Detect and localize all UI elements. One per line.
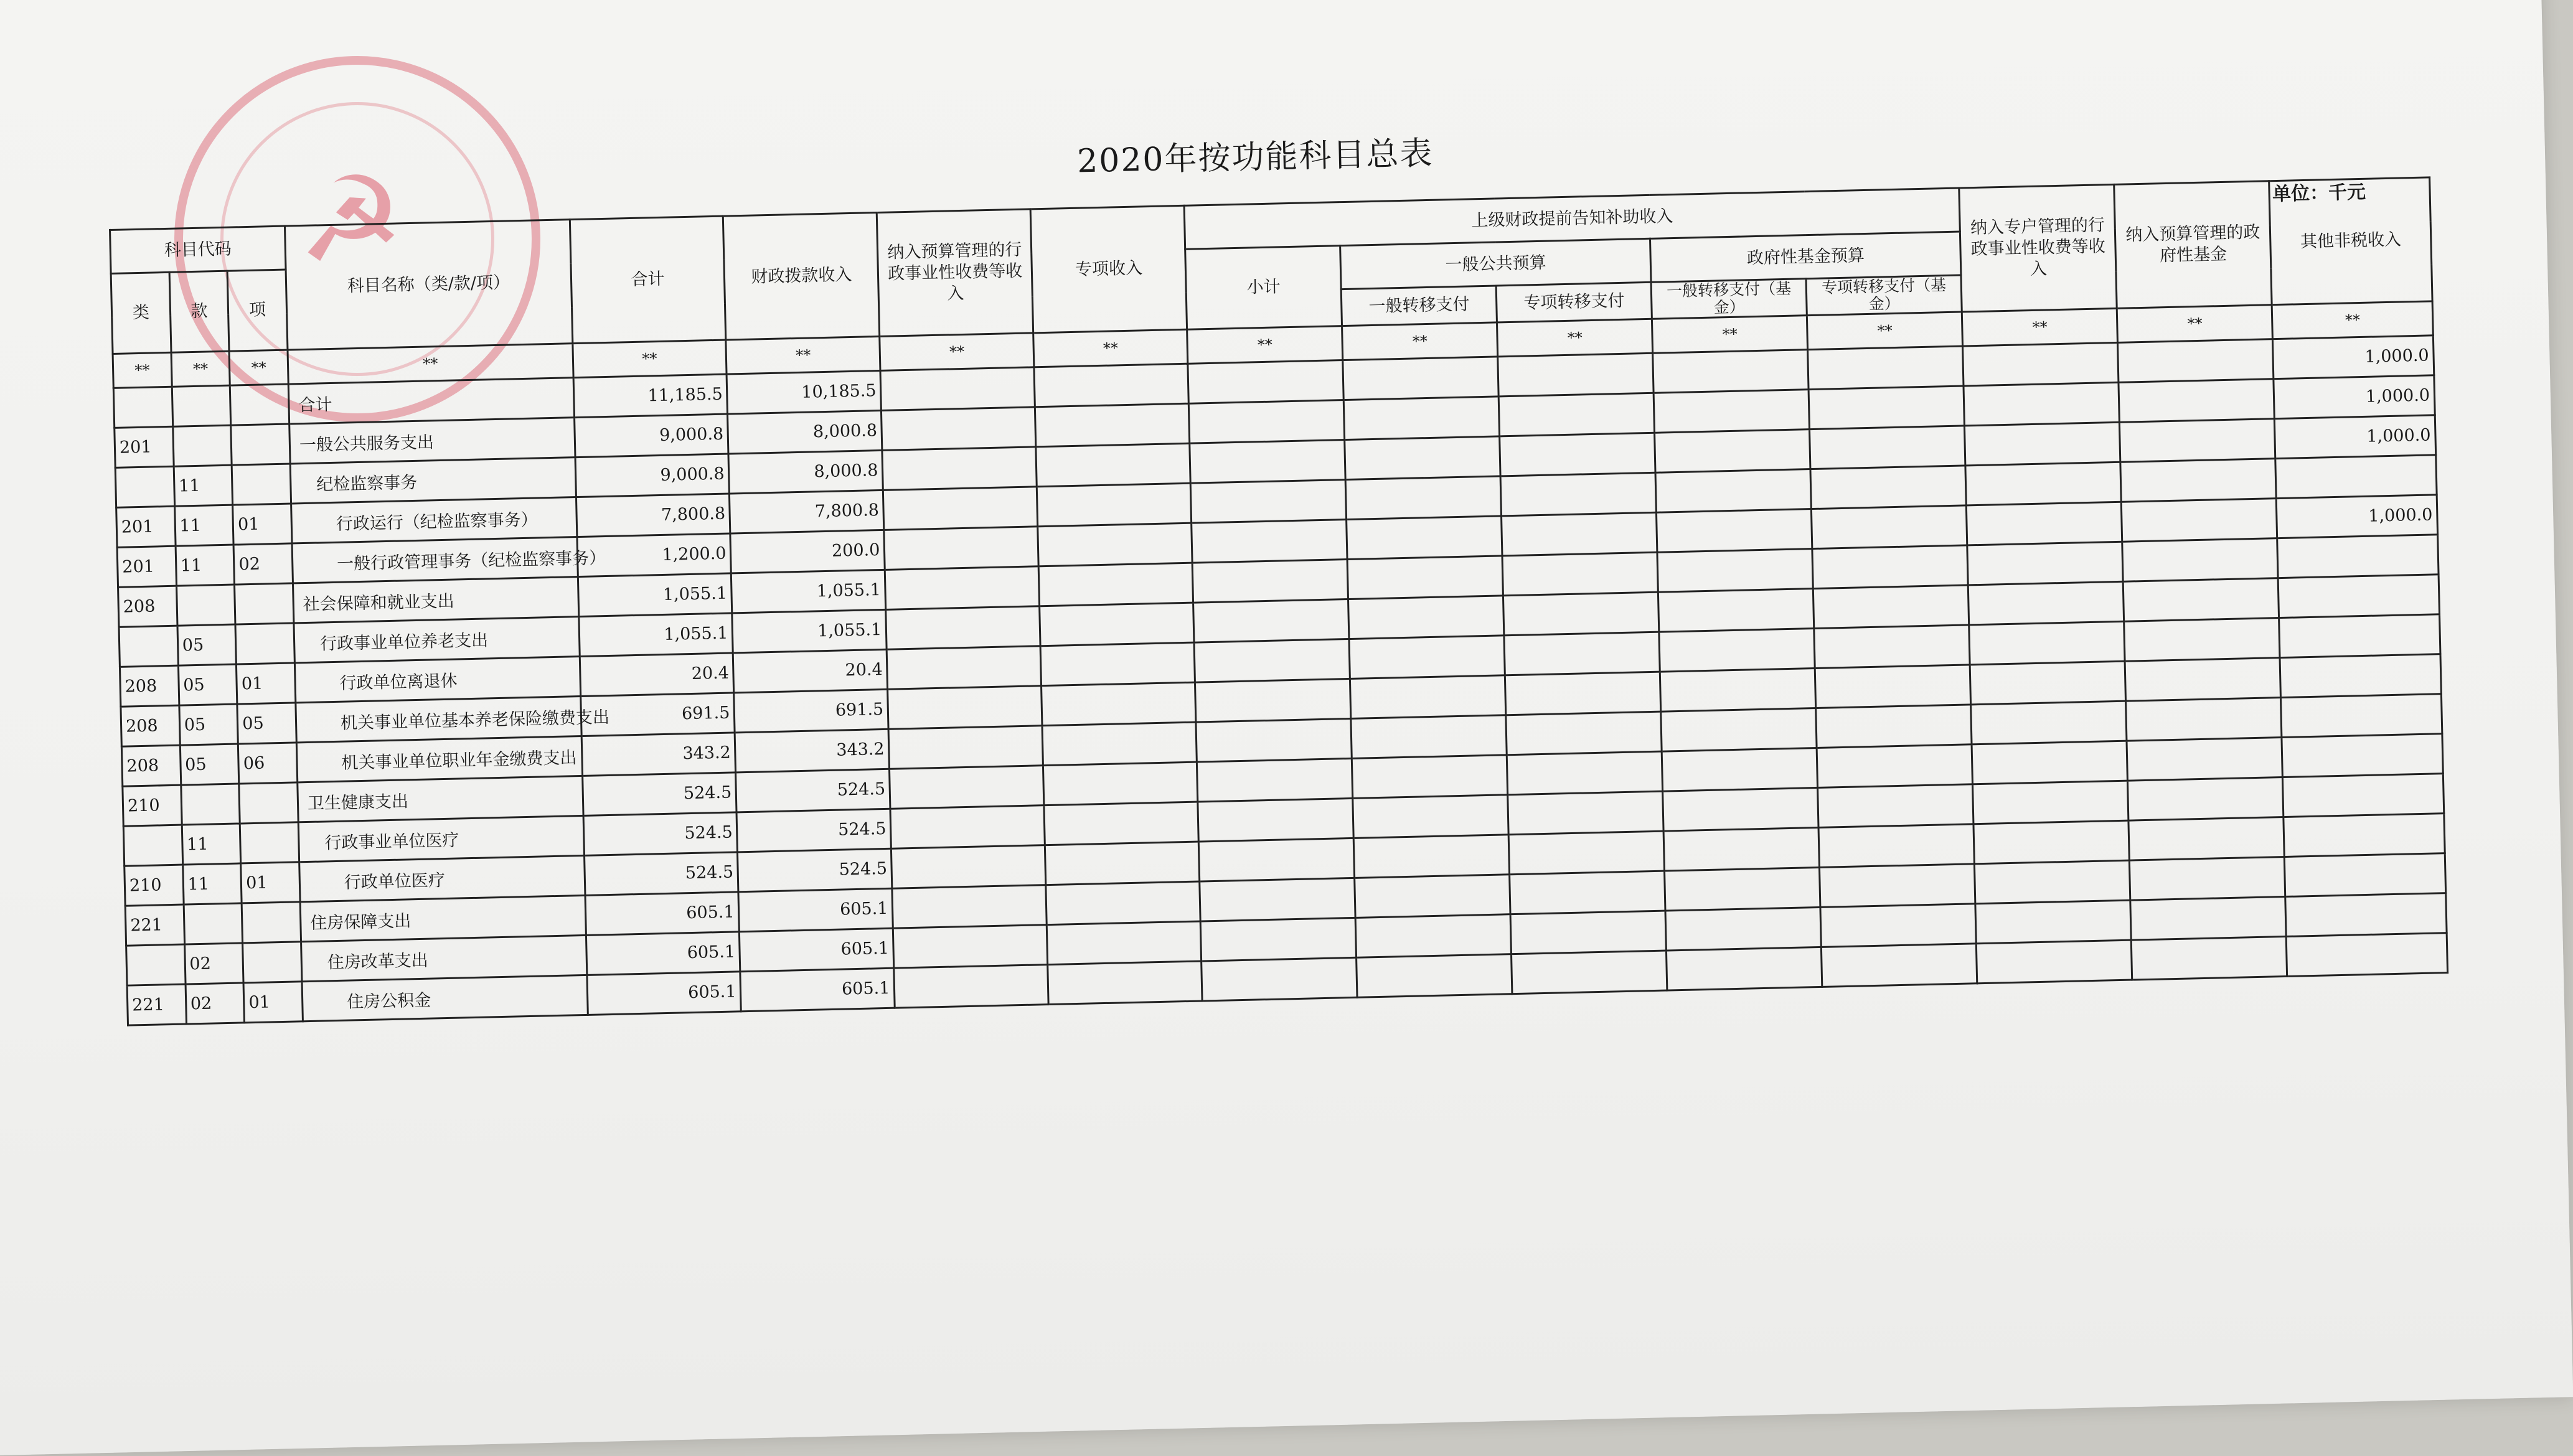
empty-cell — [1655, 469, 1811, 513]
empty-cell — [1661, 708, 1817, 751]
other-nontax-cell — [2284, 814, 2445, 857]
empty-cell — [1498, 353, 1653, 397]
empty-cell — [2127, 738, 2282, 781]
code-xiang-cell — [239, 782, 298, 824]
empty-cell — [1040, 642, 1195, 686]
star-cell: ** — [880, 333, 1034, 371]
star-cell: ** — [1187, 326, 1343, 364]
code-xiang-cell — [243, 942, 302, 983]
code-xiang-cell: 01 — [241, 862, 300, 903]
seal-emblem-icon: ☭ — [298, 151, 405, 289]
empty-cell — [2130, 857, 2285, 900]
code-lei-cell: 221 — [127, 984, 186, 1025]
code-kuan-cell: 11 — [176, 545, 235, 586]
star-cell: ** — [1807, 312, 1963, 350]
empty-cell — [888, 686, 1042, 730]
header-xiang: 项 — [227, 270, 288, 351]
empty-cell — [1034, 364, 1188, 407]
code-kuan-cell — [172, 425, 232, 466]
empty-cell — [1508, 831, 1664, 875]
empty-cell — [2119, 379, 2274, 423]
other-nontax-cell — [2282, 734, 2443, 777]
document-title: 2020年按功能科目总表 — [1076, 134, 1434, 181]
fiscal-cell: 8,000.8 — [728, 450, 883, 494]
empty-cell — [1044, 802, 1198, 845]
other-nontax-cell: 1,000.0 — [2275, 415, 2436, 459]
fiscal-cell: 605.1 — [740, 968, 895, 1012]
empty-cell — [1507, 751, 1662, 795]
empty-cell — [1964, 382, 2119, 426]
code-lei-cell — [126, 944, 186, 985]
code-lei-cell: 201 — [116, 506, 176, 547]
empty-cell — [1503, 592, 1659, 636]
unit-label: 单位：千元 — [2272, 181, 2366, 205]
code-kuan-cell — [176, 585, 235, 626]
empty-cell — [1353, 795, 1508, 838]
subject-name-cell: 机关事业单位基本养老保险缴费支出 — [296, 697, 581, 743]
empty-cell — [1815, 665, 1970, 708]
code-lei-cell — [119, 626, 178, 667]
empty-cell — [1347, 556, 1503, 599]
empty-cell — [2128, 777, 2284, 821]
other-nontax-cell — [2281, 694, 2442, 738]
code-kuan-cell — [184, 903, 243, 944]
fiscal-cell: 200.0 — [730, 530, 885, 573]
empty-cell — [890, 766, 1044, 809]
empty-cell — [1500, 472, 1656, 516]
empty-cell — [2123, 578, 2279, 622]
header-special-transfer-fund: 专项转移支付（基金） — [1806, 275, 1962, 316]
code-kuan-cell — [181, 784, 240, 825]
empty-cell — [2124, 618, 2280, 662]
empty-cell — [1659, 629, 1815, 672]
code-lei-cell: 208 — [121, 745, 181, 786]
empty-cell — [1653, 390, 1809, 433]
code-xiang-cell: 01 — [237, 663, 296, 704]
code-lei-cell — [113, 387, 172, 428]
empty-cell — [1192, 560, 1348, 603]
empty-cell — [1198, 838, 1354, 881]
star-cell: ** — [171, 351, 230, 387]
empty-cell — [1812, 505, 1967, 549]
empty-cell — [1975, 900, 2131, 944]
fiscal-cell: 1,055.1 — [732, 609, 887, 653]
empty-cell — [883, 487, 1038, 530]
empty-cell — [888, 726, 1043, 769]
empty-cell — [2130, 896, 2286, 940]
star-cell: ** — [1962, 308, 2118, 346]
star-cell: ** — [2117, 305, 2273, 343]
total-cell: 524.5 — [583, 812, 738, 856]
code-kuan-cell: 05 — [179, 704, 238, 745]
table-body — [113, 301, 2448, 1025]
fiscal-cell: 524.5 — [736, 809, 891, 852]
total-cell: 1,055.1 — [578, 573, 732, 617]
empty-cell — [1504, 632, 1660, 675]
code-xiang-cell — [230, 384, 289, 425]
empty-cell — [1200, 918, 1356, 961]
empty-cell — [1657, 549, 1813, 593]
code-lei-cell: 208 — [121, 705, 180, 746]
fiscal-cell: 8,000.8 — [728, 410, 882, 454]
code-lei-cell: 201 — [115, 426, 174, 467]
code-kuan-cell: 11 — [174, 465, 233, 506]
star-cell: ** — [1342, 322, 1498, 360]
empty-cell — [1192, 520, 1347, 563]
empty-cell — [1665, 867, 1820, 911]
empty-cell — [1505, 672, 1661, 715]
empty-cell — [1355, 875, 1510, 918]
code-kuan-cell: 02 — [184, 943, 243, 984]
empty-cell — [1194, 639, 1350, 682]
star-cell: ** — [288, 344, 573, 384]
code-kuan-cell — [172, 385, 231, 426]
empty-cell — [1512, 951, 1667, 994]
empty-cell — [1510, 911, 1666, 954]
header-total: 合计 — [570, 216, 726, 344]
code-lei-cell: 210 — [125, 865, 184, 906]
fiscal-cell: 10,185.5 — [727, 370, 881, 414]
star-cell: ** — [1497, 319, 1653, 357]
empty-cell — [1812, 545, 1968, 589]
header-admin-fee: 纳入预算管理的行政事业性收费等收入 — [877, 209, 1033, 337]
empty-cell — [1195, 679, 1351, 722]
fiscal-cell: 7,800.8 — [730, 490, 884, 533]
empty-cell — [1350, 675, 1506, 719]
code-xiang-cell — [235, 583, 294, 624]
empty-cell — [894, 965, 1048, 1008]
subject-name-cell: 住房保障支出 — [300, 895, 586, 941]
empty-cell — [1663, 827, 1819, 871]
empty-cell — [1190, 440, 1345, 484]
empty-cell — [2132, 936, 2287, 980]
other-nontax-cell — [2287, 933, 2448, 977]
empty-cell — [891, 845, 1046, 889]
empty-cell — [1351, 715, 1507, 759]
star-cell: ** — [572, 340, 727, 378]
empty-cell — [1657, 509, 1812, 553]
star-cell: ** — [113, 352, 172, 388]
empty-cell — [884, 527, 1038, 570]
fiscal-cell: 605.1 — [740, 928, 894, 972]
code-xiang-cell: 01 — [233, 504, 292, 545]
header-general-budget: 一般公共预算 — [1340, 238, 1652, 289]
code-kuan-cell: 11 — [182, 863, 242, 904]
header-kuan: 款 — [169, 271, 230, 352]
empty-cell — [1047, 921, 1201, 965]
empty-cell — [1345, 476, 1501, 520]
other-nontax-cell: 1,000.0 — [2273, 336, 2434, 379]
empty-cell — [887, 646, 1041, 690]
empty-cell — [1188, 360, 1343, 404]
empty-cell — [882, 447, 1037, 491]
empty-cell — [2126, 698, 2282, 741]
fiscal-cell: 20.4 — [733, 649, 888, 693]
other-nontax-cell — [2279, 614, 2440, 658]
empty-cell — [1345, 436, 1500, 480]
empty-cell — [1042, 682, 1196, 726]
empty-cell — [2120, 459, 2276, 502]
empty-cell — [2122, 538, 2278, 582]
code-lei-cell: 208 — [118, 586, 177, 627]
empty-cell — [1190, 480, 1346, 524]
fiscal-cell: 524.5 — [736, 769, 890, 812]
empty-cell — [886, 606, 1040, 650]
subject-name-cell: 行政事业单位医疗 — [298, 815, 584, 862]
total-cell: 524.5 — [584, 852, 738, 896]
empty-cell — [1045, 842, 1200, 885]
empty-cell — [1197, 758, 1352, 802]
budget-table — [109, 176, 2448, 1026]
empty-cell — [1037, 483, 1191, 527]
subject-name-cell: 卫生健康支出 — [298, 776, 583, 822]
other-nontax-cell — [2283, 774, 2444, 817]
empty-cell — [1048, 961, 1202, 1005]
code-xiang-cell: 05 — [237, 703, 296, 744]
empty-cell — [1808, 346, 1964, 390]
empty-cell — [1667, 947, 1822, 990]
subject-name-cell: 行政单位离退休 — [294, 657, 580, 703]
empty-cell — [1038, 523, 1192, 566]
empty-cell — [1510, 871, 1665, 914]
empty-cell — [1663, 787, 1818, 831]
star-cell: ** — [2272, 301, 2433, 339]
other-nontax-cell — [2285, 853, 2446, 897]
star-cell: ** — [1652, 316, 1808, 354]
empty-cell — [1188, 400, 1344, 444]
total-cell: 1,055.1 — [578, 613, 733, 657]
total-cell: 7,800.8 — [576, 494, 730, 537]
empty-cell — [1046, 881, 1200, 925]
empty-cell — [1814, 625, 1970, 669]
empty-cell — [1200, 878, 1355, 921]
header-other-nontax: 其他非税收入 — [2269, 177, 2432, 305]
empty-cell — [1506, 712, 1662, 755]
code-xiang-cell — [232, 464, 291, 505]
total-cell: 11,185.5 — [573, 374, 728, 418]
other-nontax-cell — [2285, 893, 2447, 937]
empty-cell — [1042, 722, 1197, 766]
empty-cell — [1818, 784, 1973, 828]
subject-name-cell: 合计 — [288, 378, 574, 424]
code-lei-cell: 221 — [125, 904, 184, 946]
code-lei-cell — [115, 466, 174, 507]
subject-name-cell: 机关事业单位职业年金缴费支出 — [296, 736, 582, 782]
empty-cell — [890, 805, 1045, 849]
code-lei-cell: 201 — [117, 546, 176, 587]
subject-name-cell: 行政事业单位养老支出 — [294, 617, 580, 663]
empty-cell — [1965, 422, 2120, 466]
star-cell: ** — [229, 350, 288, 385]
header-subject-code: 科目代码 — [110, 226, 286, 273]
empty-cell — [1500, 433, 1655, 476]
subject-name-cell: 纪检监察事务 — [290, 458, 576, 504]
header-fiscal: 财政拨款收入 — [723, 213, 880, 341]
empty-cell — [1817, 744, 1972, 788]
code-kuan-cell: 11 — [182, 824, 241, 865]
total-cell: 343.2 — [581, 733, 736, 776]
other-nontax-cell: 1,000.0 — [2277, 495, 2438, 538]
empty-cell — [2118, 339, 2274, 383]
empty-cell — [885, 566, 1040, 610]
empty-cell — [2125, 658, 2280, 702]
subject-name-cell: 一般公共服务支出 — [289, 418, 575, 464]
header-gov-fund-budget: 政府性基金预算 — [1650, 232, 1962, 282]
empty-cell — [1040, 603, 1194, 646]
code-kuan-cell: 05 — [177, 624, 237, 665]
subject-name-cell: 行政运行（纪检监察事务） — [291, 497, 577, 543]
empty-cell — [1967, 542, 2123, 585]
empty-cell — [1043, 762, 1198, 805]
empty-cell — [882, 407, 1036, 451]
subject-name-cell: 住房公积金 — [302, 975, 588, 1021]
empty-cell — [1810, 466, 1966, 509]
code-lei-cell: 210 — [123, 785, 182, 826]
code-xiang-cell: 02 — [233, 543, 293, 585]
code-kuan-cell: 05 — [180, 744, 239, 785]
empty-cell — [880, 367, 1035, 411]
header-subtotal: 小计 — [1185, 246, 1342, 330]
empty-cell — [1343, 397, 1499, 440]
empty-cell — [1036, 443, 1190, 487]
empty-cell — [1035, 403, 1190, 447]
empty-cell — [1502, 512, 1657, 556]
empty-cell — [1658, 589, 1814, 632]
other-nontax-cell — [2278, 575, 2439, 618]
empty-cell — [1972, 741, 2127, 784]
empty-cell — [1816, 705, 1972, 748]
empty-cell — [1355, 914, 1511, 958]
empty-cell — [1508, 791, 1663, 835]
total-cell: 691.5 — [580, 693, 735, 736]
empty-cell — [1977, 940, 2132, 984]
empty-cell — [1352, 755, 1507, 799]
other-nontax-cell — [2280, 654, 2441, 698]
subject-name-cell: 一般行政管理事务（纪检监察事务） — [292, 537, 578, 583]
total-cell: 605.1 — [586, 972, 741, 1015]
empty-cell — [1820, 904, 1976, 947]
empty-cell — [1660, 669, 1815, 712]
empty-cell — [1809, 386, 1964, 430]
empty-cell — [1965, 462, 2121, 505]
empty-cell — [1662, 748, 1817, 791]
empty-cell — [892, 885, 1047, 929]
star-cell: ** — [726, 336, 880, 374]
code-lei-cell — [123, 825, 182, 866]
empty-cell — [2128, 817, 2284, 860]
empty-cell — [1498, 393, 1654, 436]
header-special-account-fee: 纳入专户管理的行政事业性收费等收入 — [1959, 184, 2117, 312]
empty-cell — [1969, 621, 2125, 665]
code-xiang-cell: 06 — [238, 743, 298, 784]
empty-cell — [1973, 820, 2129, 864]
code-xiang-cell — [231, 424, 290, 465]
empty-cell — [1038, 563, 1193, 606]
empty-cell — [1967, 502, 2122, 545]
other-nontax-cell — [2275, 455, 2437, 499]
empty-cell — [1357, 954, 1512, 998]
header-special-transfer: 专项转移支付 — [1496, 282, 1652, 322]
code-kuan-cell: 11 — [174, 505, 233, 546]
empty-cell — [1970, 661, 2125, 705]
code-lei-cell: 208 — [120, 665, 179, 707]
empty-cell — [1655, 430, 1810, 473]
header-subject-name: 科目名称（类/款/项） — [285, 220, 572, 350]
empty-cell — [1665, 907, 1821, 951]
empty-cell — [1198, 798, 1353, 842]
header-special: 专项收入 — [1030, 205, 1187, 333]
empty-cell — [2122, 499, 2277, 542]
total-cell: 9,000.8 — [574, 414, 728, 458]
empty-cell — [1196, 718, 1352, 762]
empty-cell — [1973, 781, 2128, 824]
code-kuan-cell: 05 — [178, 664, 237, 705]
empty-cell — [1348, 596, 1504, 639]
empty-cell — [1963, 342, 2119, 386]
star-cell: ** — [1033, 329, 1188, 367]
header-gov-fund: 纳入预算管理的政府性基金 — [2114, 181, 2272, 309]
subject-name-cell: 住房改革支出 — [301, 935, 586, 981]
empty-cell — [1349, 636, 1505, 679]
empty-cell — [1820, 864, 1975, 908]
fiscal-cell: 691.5 — [734, 689, 888, 733]
total-cell: 20.4 — [580, 653, 734, 697]
empty-cell — [1202, 957, 1357, 1001]
empty-cell — [1502, 552, 1658, 596]
fiscal-cell: 1,055.1 — [731, 570, 886, 613]
other-nontax-cell — [2277, 535, 2439, 578]
empty-cell — [1343, 357, 1498, 400]
empty-cell — [893, 925, 1048, 969]
total-cell: 524.5 — [582, 773, 736, 816]
total-cell: 1,200.0 — [576, 533, 731, 577]
empty-cell — [2120, 419, 2275, 463]
subject-name-cell: 社会保障和就业支出 — [293, 577, 578, 623]
empty-cell — [1193, 599, 1349, 642]
fiscal-cell: 343.2 — [735, 729, 890, 773]
empty-cell — [1347, 516, 1502, 560]
subject-name-cell: 行政单位医疗 — [299, 855, 585, 901]
header-general-transfer-fund: 一般转移支付（基金） — [1651, 279, 1807, 319]
code-kuan-cell: 02 — [186, 983, 245, 1024]
code-xiang-cell — [242, 902, 301, 943]
empty-cell — [1810, 426, 1965, 469]
total-cell: 605.1 — [586, 932, 740, 975]
empty-cell — [1971, 701, 2127, 744]
code-xiang-cell — [235, 623, 294, 664]
code-xiang-cell — [240, 822, 299, 863]
empty-cell — [1969, 581, 2124, 625]
empty-cell — [1813, 585, 1969, 629]
header-lei: 类 — [111, 272, 171, 354]
other-nontax-cell: 1,000.0 — [2274, 375, 2435, 419]
header-general-transfer: 一般转移支付 — [1341, 286, 1497, 326]
empty-cell — [1353, 835, 1509, 878]
empty-cell — [1818, 824, 1974, 868]
empty-cell — [1822, 944, 1977, 987]
fiscal-cell: 605.1 — [738, 888, 893, 932]
total-cell: 9,000.8 — [575, 454, 730, 497]
total-cell: 605.1 — [585, 892, 740, 936]
fiscal-cell: 524.5 — [738, 848, 892, 892]
table-wrapper — [109, 176, 2448, 1026]
code-xiang-cell: 01 — [243, 982, 303, 1023]
empty-cell — [1975, 860, 2130, 904]
header-superior: 上级财政提前告知补助收入 — [1184, 188, 1960, 249]
empty-cell — [1653, 350, 1809, 393]
